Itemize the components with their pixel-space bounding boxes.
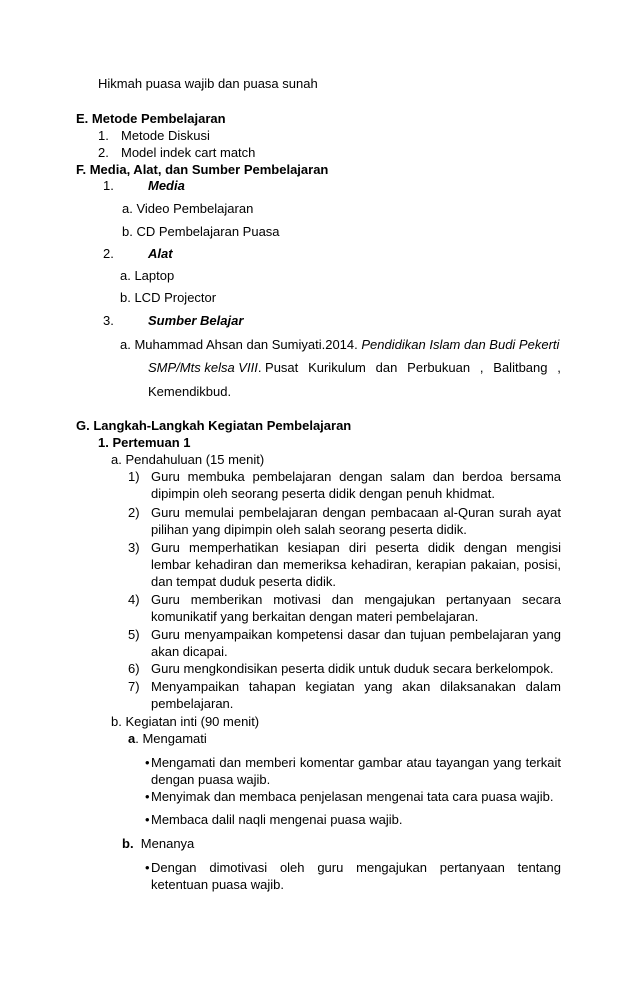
- section-g-heading: G. Langkah-Langkah Kegiatan Pembelajaran: [76, 418, 352, 433]
- bullet-icon: •: [145, 812, 150, 827]
- reference-book-title-cont: SMP/Mts kelsa VIII: [148, 360, 258, 375]
- sumber-num: 3.: [103, 313, 114, 328]
- step-number: 5): [128, 627, 140, 642]
- step-text: komunikatif yang berkaitan dengan materi pembelajaran.: [151, 609, 479, 624]
- bullet-word: mengajukan: [356, 860, 427, 875]
- step-number: 2): [128, 505, 140, 520]
- bullet-word: oleh: [279, 860, 305, 875]
- reference-publisher: Kemendikbud.: [148, 384, 232, 399]
- alat-num: 2.: [103, 246, 114, 261]
- alat-item: a. Laptop: [120, 268, 175, 283]
- reference-line-2: [148, 360, 561, 376]
- media-item: b. CD Pembelajaran Puasa: [122, 224, 280, 239]
- step-text: lembar kehadiran dan memeriksa kehadiran, kerapian pakaian, posisi,: [151, 557, 561, 572]
- step-text: Guru memberikan motivasi dan mengajukan pertanyaan secara: [151, 592, 561, 607]
- step-text: Guru menyampaikan kompetensi dasar dan tujuan pembelajaran yang: [151, 627, 561, 642]
- step-number: 1): [128, 469, 140, 484]
- menanya-title: Menanya: [140, 836, 195, 851]
- step-text: Guru mengkondisikan peserta didik untuk duduk secara berkelompok.: [151, 661, 554, 676]
- step-text: Menyampaikan tahapan kegiatan yang akan dilaksanakan dalam: [151, 679, 561, 694]
- bullet-text: Mengamati dan memberi komentar gambar atau tayangan yang terkait: [151, 755, 561, 770]
- bullet-word: pertanyaan: [439, 860, 505, 875]
- section-e-item: Metode Diskusi: [121, 128, 210, 143]
- reference-author: a. Muhammad Ahsan dan Sumiyati.2014.: [120, 337, 358, 352]
- step-text: Guru memulai pembelajaran dengan pembacaan al-Quran surah ayat: [151, 505, 561, 520]
- reference-word: . Pusat: [257, 360, 299, 375]
- reference-word: ,: [479, 360, 484, 375]
- step-text: dan tempat duduk peserta didik.: [151, 574, 337, 589]
- media-num: 1.: [103, 178, 114, 193]
- bullet-text: ketentuan puasa wajib.: [151, 877, 284, 892]
- reference-line-1: [120, 337, 559, 353]
- bullet-icon: •: [145, 789, 150, 804]
- reference-word: Kurikulum: [308, 360, 366, 375]
- step-text: pembelajaran.: [151, 696, 234, 711]
- bullet-text: Membaca dalil naqli mengenai puasa wajib.: [151, 812, 403, 827]
- mengamati-heading: [128, 731, 207, 747]
- pertemuan-heading: 1. Pertemuan 1: [98, 435, 191, 450]
- reference-book-title: Pendidikan Islam dan Budi Pekerti: [361, 337, 560, 352]
- alat-title: Alat: [148, 246, 173, 261]
- bullet-text-line: [151, 860, 561, 876]
- bullet-text: Menyimak dan membaca penjelasan mengenai tata cara puasa wajib.: [151, 789, 554, 804]
- bullet-icon: •: [145, 860, 150, 875]
- reference-word: Perbukuan: [407, 360, 471, 375]
- step-number: 4): [128, 592, 140, 607]
- kegiatan-inti-label: b. Kegiatan inti (90 menit): [111, 714, 260, 729]
- section-e-heading: E. Metode Pembelajaran: [76, 111, 226, 126]
- step-text: dipimpin oleh seorang peserta didik dengan penuh khidmat.: [151, 486, 496, 501]
- bullet-word: dimotivasi: [209, 860, 268, 875]
- alat-item: b. LCD Projector: [120, 290, 217, 305]
- mengamati-title: . Mengamati: [135, 731, 207, 746]
- intro-line: Hikmah puasa wajib dan puasa sunah: [98, 76, 318, 91]
- section-e-item-num: 2.: [98, 145, 109, 160]
- step-text: Guru memperhatikan kesiapan diri peserta didik dengan mengisi: [151, 540, 561, 555]
- bullet-text: dengan puasa wajib.: [151, 772, 271, 787]
- reference-word: Balitbang: [493, 360, 548, 375]
- step-number: 6): [128, 661, 140, 676]
- section-f-heading: F. Media, Alat, dan Sumber Pembelajaran: [76, 162, 329, 177]
- menanya-letter: b.: [122, 836, 134, 851]
- media-item: a. Video Pembelajaran: [122, 201, 254, 216]
- step-number: 7): [128, 679, 140, 694]
- bullet-icon: •: [145, 755, 150, 770]
- bullet-word: guru: [317, 860, 344, 875]
- section-e-item-num: 1.: [98, 128, 109, 143]
- bullet-word: tentang: [517, 860, 561, 875]
- step-number: 3): [128, 540, 140, 555]
- step-text: pilihan yang dipimpin oleh salah seorang peserta didik.: [151, 522, 467, 537]
- pendahuluan-label: a. Pendahuluan (15 menit): [111, 452, 265, 467]
- bullet-word: Dengan: [151, 860, 197, 875]
- section-e-item: Model indek cart match: [121, 145, 256, 160]
- mengamati-letter: a: [128, 731, 136, 746]
- menanya-heading: [122, 836, 194, 852]
- reference-word: ,: [557, 360, 561, 375]
- step-text: Guru membuka pembelajaran dengan salam dan berdoa bersama: [151, 469, 561, 484]
- media-title: Media: [148, 178, 185, 193]
- reference-word: dan: [375, 360, 398, 375]
- sumber-title: Sumber Belajar: [148, 313, 244, 328]
- step-text: akan dicapai.: [151, 644, 228, 659]
